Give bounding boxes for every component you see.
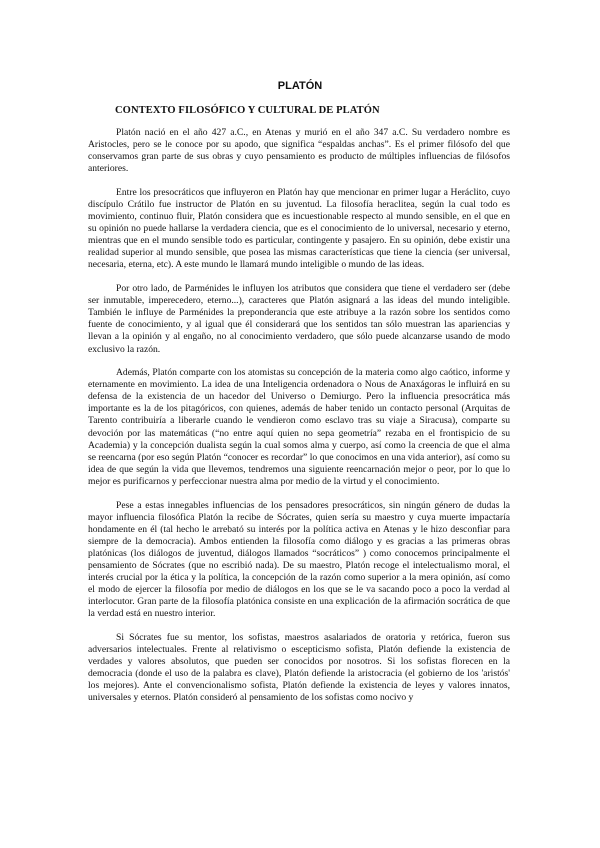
paragraph-5: Pese a estas innegables influencias de los pensadores presocráticos, sin ningún género de dudas la mayor influencia filosófica Platón la recibe de Sócrates, quien sería su maestro y cuya muerte impactaría hondamente en él (tal hecho le arrebató su interés por la política activa en Atenas y le hizo desconfiar para siempre de la democracia). Ambos entienden la filosofía como diálogo y es gracias a las primeras obras platónicas (los diálogos de juventud, diálogos llamados “socráticos” ) como conocemos principalmente el pensamiento de Sócrates (que no escribió nada). De su maestro, Platón recoge el intelectualismo moral, el interés crucial por la ética y la política, la concepción de la razón como superior a la mera opinión, así como el modo de ejercer la filosofía por medio de diálogos en los que se le va sacando poco a poco la verdad al interlocutor. Gran parte de la filosofía platónica consiste en una explicación de la afirmación socrática de que la verdad está en nuestro interior. [88,499,510,620]
page-title: PLATÓN [277,80,323,92]
paragraph-2: Entre los presocráticos que influyeron en Platón hay que mencionar en primer lugar a Heráclito, cuyo discípulo Crátilo fue instructor de Platón en su juventud. La filosofía heraclitea, según la cual todo es movimiento, continuo fluir, Platón considera que es incuestionable respecto al mundo sensible, en el que en su opinión no puede hallarse la verdadera ciencia, que es el conocimiento de lo universal, necesario y eterno, mientras que en el mundo sensible todo es particular, contingente y pasajero. En su opinión, debe existir una realidad superior al mundo sensible, que posea las mismas características que tiene la ciencia (ser universal, necesaria, eterna, etc). A este mundo le llamará mundo inteligible o mundo de las ideas. [88,186,510,271]
section-heading: CONTEXTO FILOSÓFICO Y CULTURAL DE PLATÓN [115,105,380,116]
paragraph-4: Además, Platón comparte con los atomistas su concepción de la materia como algo caótico, informe y eternamente en movimiento. La idea de una Inteligencia ordenadora o Nous de Anaxágoras le influirá en su defensa de la existencia de un hacedor del Universo o Demiurgo. Pero la influencia presocrática más importante es la de los pitagóricos, con quienes, además de haber tenido un contacto personal (Arquitas de Tarento contribuiría a liberarle cuando le vendieron como esclavo tras su viaje a Siracusa), comparte su devoción por las matemáticas (“no entre aquí quien no sepa geometría” rezaba en el frontispicio de su Academia) y la concepción dualista según la cual somos alma y cuerpo, así como la creencia de que el alma se reencarna (por eso según Platón “conocer es recordar” lo que conocimos en una vida anterior), así como su idea de que según la vida que llevemos, tendremos una siguiente reencarnación mejor o peor, por lo que lo mejor es purificarnos y perfeccionar nuestra alma por medio de la virtud y el conocimiento. [88,367,510,487]
paragraph-6: Si Sócrates fue su mentor, los sofistas, maestros asalariados de oratoria y retórica, fueron sus adversarios intelectuales. Frente al relativismo o escepticismo sofista, Platón defiende la existencia de verdades y valores absolutos, que pueden ser conocidos por nosotros. Si los sofistas florecen en la democracia (donde el uso de la palabra es clave), Platón defiende la aristocracia (el gobierno de los 'aristós' los mejores). Ante el convencionalismo sofista, Platón defiende la existencia de leyes y valores innatos, universales y eternos. Platón consideró al pensamiento de los sofistas como nocivo y [88,631,510,704]
document-body [88,127,510,716]
paragraph-3: Por otro lado, de Parménides le influyen los atributos que considera que tiene el verdadero ser (debe ser inmutable, imperecedero, eterno...), caracteres que Platón asignará a las ideas del mundo inteligible. También le influye de Parménides la preponderancia que este atribuye a la razón sobre los sentidos como fuente de conocimiento, y al igual que él considerará que los sentidos tan sólo muestran las apariencias y llevan a la opinión y al engaño, no al conocimiento verdadero, que sólo puede alcanzarse usando de modo exclusivo la razón. [88,283,510,355]
paragraph-1: Platón nació en el año 427 a.C., en Atenas y murió en el año 347 a.C. Su verdadero nombre es Aristocles, pero se le conoce por su apodo, que significa “espaldas anchas”. Es el primer filósofo del que conservamos gran parte de sus obras y cuyo pensamiento es producto de múltiples influencias de filósofos anteriores. [88,127,510,175]
